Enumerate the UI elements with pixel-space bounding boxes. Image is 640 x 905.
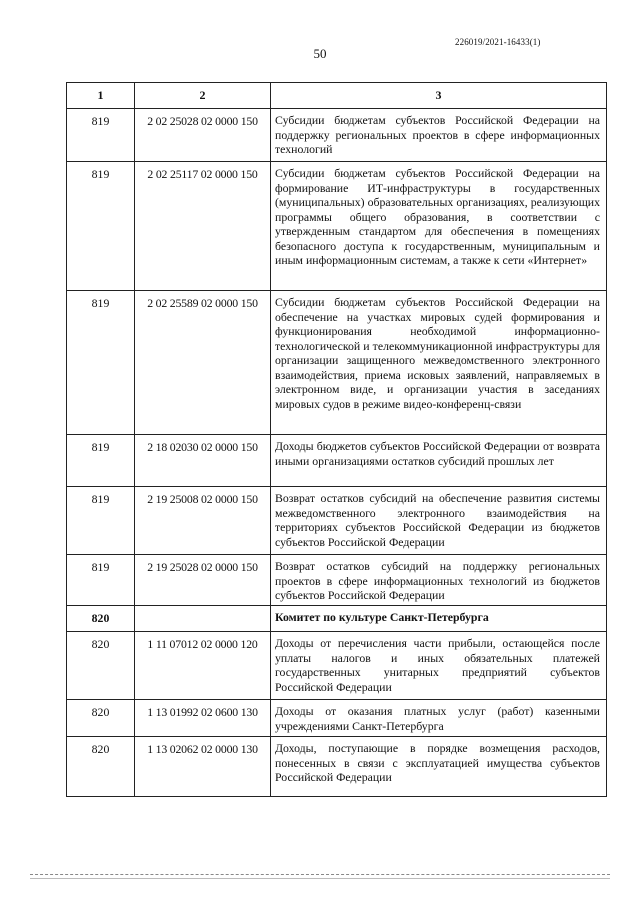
column-header-2: 2: [135, 83, 271, 109]
column-header-1: 1: [67, 83, 135, 109]
document-id: 226019/2021-16433(1): [455, 37, 541, 47]
budget-code-cell: 2 02 25589 02 0000 150: [135, 291, 271, 435]
admin-code-cell: 819: [67, 487, 135, 555]
description-cell: Возврат остатков субсидий на поддержку региональных проектов в сфере информационных технологий из бюджетов субъектов Российской Федерации: [271, 555, 607, 606]
table-row: [67, 700, 607, 737]
admin-code-cell: 820: [67, 737, 135, 797]
table-row: [67, 435, 607, 487]
admin-code-cell: 819: [67, 109, 135, 162]
description-cell: Доходы бюджетов субъектов Российской Федерации от возврата иными организациями остатков субсидий прошлых лет: [271, 435, 607, 487]
admin-code-cell: 819: [67, 291, 135, 435]
description-cell: Доходы, поступающие в порядке возмещения расходов, понесенных в связи с эксплуатацией имущества субъектов Российской Федерации: [271, 737, 607, 797]
description-cell: Субсидии бюджетам субъектов Российской Федерации на обеспечение на участках мировых судей формирования и функционирования необходимой информационно-технологической и телекоммуникационной инфраструктуры для организации защищенного межведомственного электронного взаимодействия, приема исковых заявлений, направляемых в электронном виде, и организации участия в заседаниях мировых судов в режиме видео-конференц-связи: [271, 291, 607, 435]
admin-code-cell: 819: [67, 162, 135, 291]
table-header-row: [67, 83, 607, 109]
admin-code-cell: 820: [67, 700, 135, 737]
column-header-3: 3: [271, 83, 607, 109]
footer-divider-secondary: [30, 878, 610, 879]
table-row: [67, 162, 607, 291]
table-body: [67, 109, 607, 797]
table-row: [67, 555, 607, 606]
revenue-codes-table: [66, 82, 607, 797]
description-cell: Возврат остатков субсидий на обеспечение развития системы межведомственного электронного взаимодействия на территориях субъектов Российской Федерации из бюджетов субъектов Российской Федерации: [271, 487, 607, 555]
description-cell: Комитет по культуре Санкт-Петербурга: [271, 606, 607, 632]
description-cell: Доходы от оказания платных услуг (работ) казенными учреждениями Санкт-Петербурга: [271, 700, 607, 737]
budget-code-cell: 2 19 25008 02 0000 150: [135, 487, 271, 555]
table-row: [67, 632, 607, 700]
budget-code-cell: [135, 606, 271, 632]
table-row: [67, 606, 607, 632]
admin-code-cell: 819: [67, 555, 135, 606]
budget-code-cell: 1 11 07012 02 0000 120: [135, 632, 271, 700]
budget-code-cell: 2 19 25028 02 0000 150: [135, 555, 271, 606]
page-number: 50: [313, 46, 327, 61]
budget-code-cell: 2 02 25028 02 0000 150: [135, 109, 271, 162]
table-row: [67, 737, 607, 797]
description-cell: Доходы от перечисления части прибыли, остающейся после уплаты налогов и иных обязательных платежей государственных унитарных предприятий субъектов Российской Федерации: [271, 632, 607, 700]
budget-code-cell: 1 13 01992 02 0600 130: [135, 700, 271, 737]
table-row: [67, 291, 607, 435]
description-cell: Субсидии бюджетам субъектов Российской Федерации на формирование ИТ-инфраструктуры в государственных (муниципальных) образовательных организациях, реализующих программы общего образования, в соответствии с утвержденным стандартом для обеспечения в помещениях безопасного доступа к государственным, муниципальным и иным информационным системам, а также к сети «Интернет»: [271, 162, 607, 291]
description-cell: Субсидии бюджетам субъектов Российской Федерации на поддержку региональных проектов в сфере информационных технологий: [271, 109, 607, 162]
budget-code-cell: 2 18 02030 02 0000 150: [135, 435, 271, 487]
footer-divider: [30, 874, 610, 875]
admin-code-cell: 820: [67, 606, 135, 632]
budget-code-cell: 2 02 25117 02 0000 150: [135, 162, 271, 291]
admin-code-cell: 819: [67, 435, 135, 487]
admin-code-cell: 820: [67, 632, 135, 700]
table-row: [67, 487, 607, 555]
budget-code-cell: 1 13 02062 02 0000 130: [135, 737, 271, 797]
table-row: [67, 109, 607, 162]
